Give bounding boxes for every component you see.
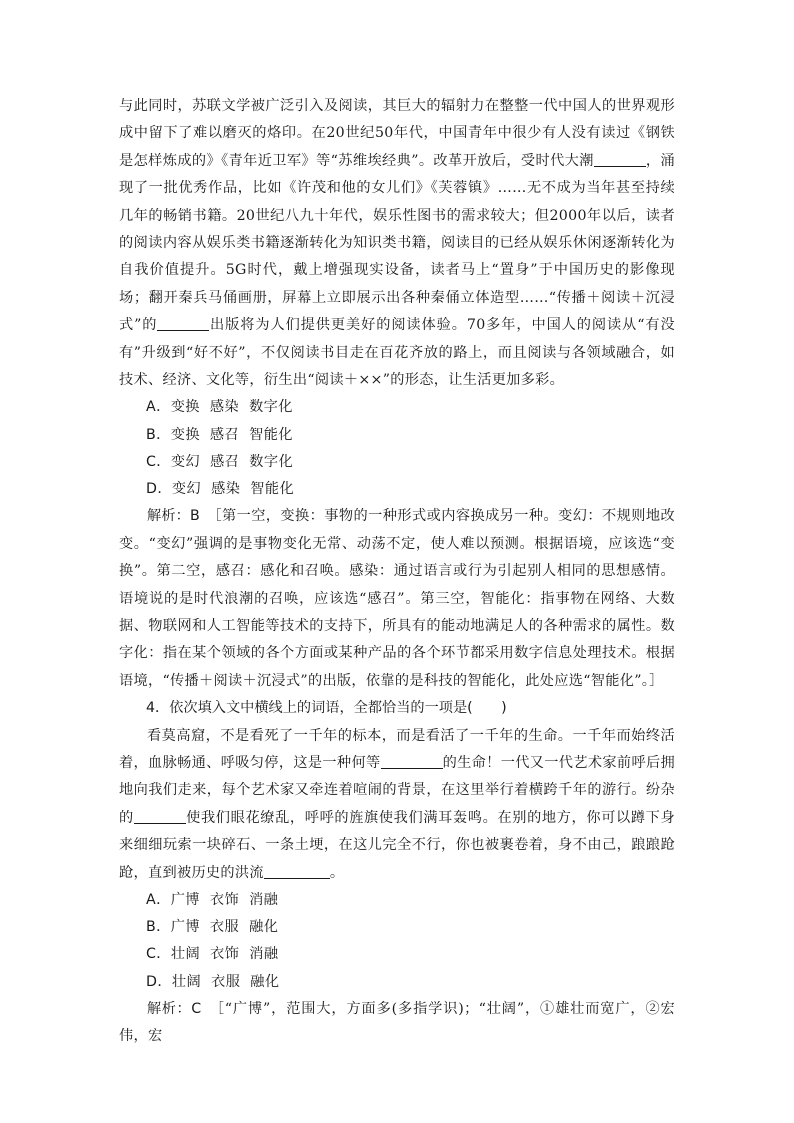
options-3 <box>119 394 675 503</box>
passage-3 <box>119 93 675 394</box>
analysis-answer: C <box>191 1000 202 1017</box>
passage-3-part-2: ，涌现了一批优秀作品，比如《许茂和他的女儿们》《芙蓉镇》……无不成为当年甚至持续几年的畅销书籍。20世纪八九十年代，娱乐性图书的需求较大；但2000年以后，读者的阅读内容从娱乐类书籍逐渐转化为知识类书籍，阅读目的已经从娱乐休闲逐渐转化为自我价值提升。5G时代，戴上增强现实设备，读者马上“置身”于中国历史的影像现场；翻开秦兵马俑画册，屏幕上立即展示出各种秦俑立体造型……“传播＋阅读＋沉浸式”的 <box>119 152 675 334</box>
analysis-4 <box>119 996 675 1051</box>
blank-4-1 <box>381 753 443 769</box>
analysis-text: ［第一空，变换：事物的一种形式或内容换成另一种。变幻：不规则地改变。“变幻”强调的是事物变化无常、动荡不定，使人难以预测。根据语境，应该选“变换”。第二空，感召：感化和召唤。感染：通过语言或行为引起别人相同的思想感情。语境说的是时代浪潮的召唤，应该选“感召”。第三空，智能化：指事物在网络、大数据、物联网和人工智能等技术的支持下，所具有的能动地满足人的各种需求的属性。数字化：指在某个领域的各个方面或某种产品的各个环节都采用数字信息处理技术。根据语境，“传播＋阅读＋沉浸式”的出版，依靠的是科技的智能化，此处应选“智能化”。］ <box>119 508 675 689</box>
option-c: C．变幻 感召 数字化 <box>146 453 294 470</box>
options-4 <box>119 887 675 996</box>
analysis-label: 解析： <box>147 1000 192 1017</box>
option-d: D．变幻 感染 智能化 <box>146 481 295 498</box>
blank-1 <box>594 151 646 167</box>
analysis-text: ［“广博”，范围大，方面多(多指学识)；“壮阔”，①雄壮而宽广，②宏伟，宏 <box>119 1000 675 1045</box>
question-4-stem: 4．依次填入文中横线上的词语，全都恰当的一项是( ) <box>146 700 507 717</box>
option-b: B．广博 衣服 融化 <box>146 919 279 936</box>
option-b: B．变换 感召 智能化 <box>146 426 293 443</box>
passage-4-part-1: 看莫高窟，不是看死了一千年的标本，而是看活了一千年的生命。一千年而始终活着，血脉畅通、呼吸匀停，这是一种何等 <box>119 727 675 771</box>
analysis-3 <box>119 503 675 695</box>
passage-4-part-3: 使我们眼花缭乱，呼呼的旌旗使我们满耳轰鸣。在别的地方，你可以蹲下身来细细玩索一块碎石、一条土埂，在这儿完全不行，你也被裹卷着，身不由己，踉踉跄跄，直到被历史的洪流 <box>119 809 675 881</box>
option-c: C．壮阔 衣饰 消融 <box>146 946 279 963</box>
analysis-answer: B <box>189 508 200 525</box>
passage-4: 看莫高窟，不是看死了一千年的标本，而是看活了一千年的生命。一千年而始终活着，血脉畅通、呼吸匀停，这是一种何等 的生命！一代又一代艺术家前呼后拥地向我们走来，每个艺术家又牵连着喧闹的背景，在这里举行着横跨千年的游行。纷杂的 使我们眼花缭乱，呼呼的旌旗使我们满耳轰鸣。在别的地方，你可以蹲下身来细细玩索一块碎石、一条土埂，在这儿完全不行，你也被裹卷着，身不由己，踉踉跄跄，直到被历史的洪流 。 <box>119 727 675 881</box>
passage-4-part-2: 的生命！一代又一代艺术家前呼后拥地向我们走来，每个艺术家又牵连着喧闹的背景，在这里举行着横跨千年的游行。纷杂的 <box>119 754 675 826</box>
blank-4-2 <box>134 808 186 824</box>
blank-4-3 <box>264 863 330 879</box>
option-a: A．变换 感染 数字化 <box>146 399 293 416</box>
passage-3-part-1: 与此同时，苏联文学被广泛引入及阅读，其巨大的辐射力在整整一代中国人的世界观形成中留下了难以磨灭的烙印。在20世纪50年代，中国青年中很少有人没有读过《钢铁是怎样炼成的》《青年近卫军》等“苏维埃经典”。改革开放后，受时代大潮 <box>119 98 675 169</box>
blank-2 <box>157 315 209 331</box>
document-page <box>119 93 675 1051</box>
passage-3-part-3: 出版将为人们提供更美好的阅读体验。70多年，中国人的阅读从“有没有”升级到“好不好”，不仅阅读书目走在百花齐放的路上，而且阅读与各领域融合，如技术、经济、文化等，衍生出“阅读＋××”的形态，让生活更加多彩。 <box>119 317 675 389</box>
analysis-label: 解析： <box>147 508 190 525</box>
option-a: A．广博 衣饰 消融 <box>146 891 279 908</box>
option-d: D．壮阔 衣服 融化 <box>146 973 280 990</box>
